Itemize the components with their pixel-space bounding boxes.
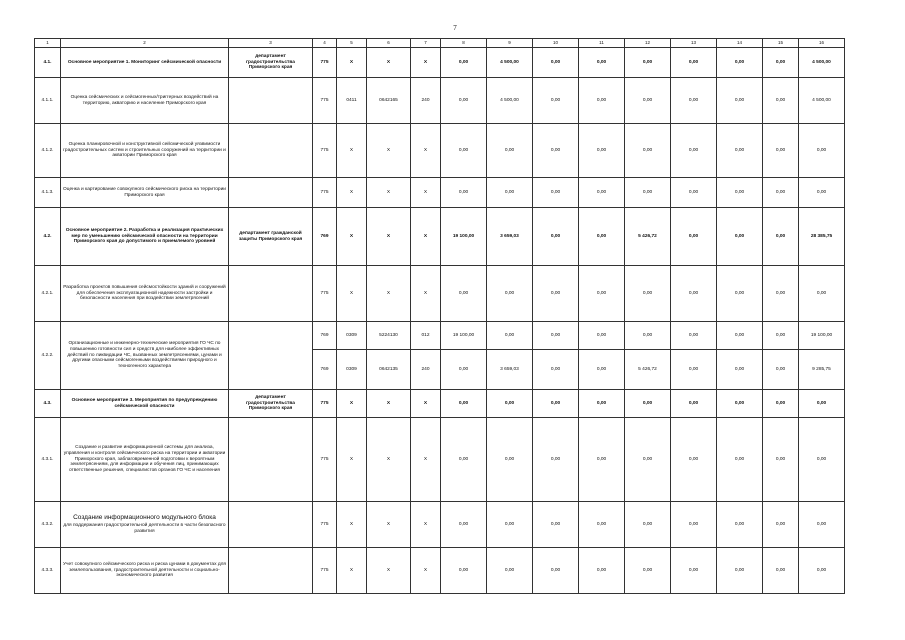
cell-c8: 0,00: [441, 78, 487, 124]
col-header: 10: [533, 39, 579, 48]
cell-c16: 0,00: [799, 502, 845, 548]
cell-c15: 0,00: [763, 48, 799, 78]
col-header: 2: [61, 39, 229, 48]
cell-c5: X: [337, 208, 367, 266]
cell-c14: 0,00: [717, 502, 763, 548]
cell-c13: 0,00: [671, 548, 717, 594]
cell-c9: 0,00: [487, 390, 533, 418]
cell-c5: X: [337, 266, 367, 322]
row-number: 4.3.3.: [35, 548, 61, 594]
cell-c9: 0,00: [487, 502, 533, 548]
cell-c15: 0,00: [763, 418, 799, 502]
cell-c4: 775: [313, 390, 337, 418]
cell-c12: 0,00: [625, 322, 671, 350]
cell-c11: 0,00: [579, 418, 625, 502]
cell-c16: 28 385,75: [799, 208, 845, 266]
row-description: Организационные и инженерно-технические мероприятия ГО ЧС по повышению готовности сил и средств для наиболее эффективных действий по ликвидации ЧС, вызванных землетрясениями, цунами и другими опасными сейсмогенными воздействиями природного и техногенного характера: [61, 322, 229, 390]
cell-c9: 4 500,00: [487, 48, 533, 78]
row-number: 4.1.2.: [35, 124, 61, 178]
cell-c8: 0,00: [441, 548, 487, 594]
cell-c13: 0,00: [671, 502, 717, 548]
cell-c15: 0,00: [763, 78, 799, 124]
cell-c9: 0,00: [487, 418, 533, 502]
table-row: [35, 78, 845, 124]
table-row: [35, 124, 845, 178]
cell-c6: X: [367, 548, 411, 594]
cell-c7: X: [411, 124, 441, 178]
cell-c15: 0,00: [763, 350, 799, 390]
row-description: Оценка планировочной и конструктивной сейсмической уязвимости градостроительных систем и строительных сооружений на территории и акватории Приморского края: [61, 124, 229, 178]
cell-c5: X: [337, 390, 367, 418]
col-header: 5: [337, 39, 367, 48]
row-description: Основное мероприятие 3. Мероприятия по предупреждению сейсмической опасности: [61, 390, 229, 418]
cell-c8: 0,00: [441, 266, 487, 322]
cell-c6: X: [367, 266, 411, 322]
cell-c13: 0,00: [671, 178, 717, 208]
row-number: 4.2.: [35, 208, 61, 266]
cell-c4: 769: [313, 322, 337, 350]
cell-c14: 0,00: [717, 208, 763, 266]
row-executor: [229, 418, 313, 502]
cell-c16: 9 285,75: [799, 350, 845, 390]
table-row: [35, 178, 845, 208]
cell-c8: 0,00: [441, 178, 487, 208]
cell-c9: 3 659,03: [487, 208, 533, 266]
cell-c9: 0,00: [487, 178, 533, 208]
cell-c16: 0,00: [799, 266, 845, 322]
cell-c10: 0,00: [533, 208, 579, 266]
cell-c9: 0,00: [487, 322, 533, 350]
cell-c16: 4 500,00: [799, 48, 845, 78]
cell-c5: X: [337, 502, 367, 548]
cell-c11: 0,00: [579, 390, 625, 418]
cell-c6: 5224130: [367, 322, 411, 350]
cell-c14: 0,00: [717, 390, 763, 418]
cell-c13: 0,00: [671, 266, 717, 322]
table-row: [35, 208, 845, 266]
row-executor: департамент градостроительства Приморского края: [229, 48, 313, 78]
cell-c5: X: [337, 48, 367, 78]
table-row: [35, 266, 845, 322]
cell-c5: X: [337, 418, 367, 502]
col-header: 15: [763, 39, 799, 48]
cell-c7: X: [411, 502, 441, 548]
row-number: 4.3.2.: [35, 502, 61, 548]
cell-c14: 0,00: [717, 124, 763, 178]
cell-c8: 0,00: [441, 390, 487, 418]
col-header: 4: [313, 39, 337, 48]
cell-c4: 775: [313, 418, 337, 502]
col-header: 14: [717, 39, 763, 48]
cell-c11: 0,00: [579, 350, 625, 390]
row-number: 4.2.2.: [35, 322, 61, 390]
cell-c14: 0,00: [717, 178, 763, 208]
row-description: Учет совокупного сейсмического риска и риска цунами в документах для землепользования, градостроительной деятельности и социально-экономического развития: [61, 548, 229, 594]
cell-c14: 0,00: [717, 322, 763, 350]
cell-c5: X: [337, 178, 367, 208]
cell-c14: 0,00: [717, 548, 763, 594]
cell-c6: 0642165: [367, 78, 411, 124]
cell-c6: X: [367, 502, 411, 548]
cell-c12: 0,00: [625, 48, 671, 78]
cell-c15: 0,00: [763, 178, 799, 208]
cell-c13: 0,00: [671, 418, 717, 502]
col-header: 3: [229, 39, 313, 48]
cell-c8: 0,00: [441, 124, 487, 178]
row-executor: [229, 502, 313, 548]
table-row: [35, 502, 845, 548]
cell-c12: 5 426,72: [625, 208, 671, 266]
cell-c7: X: [411, 418, 441, 502]
table-row: [35, 322, 845, 350]
cell-c15: 0,00: [763, 124, 799, 178]
row-executor: [229, 322, 313, 390]
cell-c14: 0,00: [717, 78, 763, 124]
table-row: [35, 418, 845, 502]
cell-c9: 4 500,00: [487, 78, 533, 124]
cell-c16: 0,00: [799, 418, 845, 502]
cell-c15: 0,00: [763, 390, 799, 418]
row-description: [61, 502, 229, 548]
row-number: 4.3.: [35, 390, 61, 418]
cell-c10: 0,00: [533, 502, 579, 548]
cell-c15: 0,00: [763, 322, 799, 350]
cell-c7: X: [411, 548, 441, 594]
cell-c10: 0,00: [533, 48, 579, 78]
cell-c8: 0,00: [441, 418, 487, 502]
cell-c14: 0,00: [717, 418, 763, 502]
cell-c8: 0,00: [441, 48, 487, 78]
cell-c9: 3 659,03: [487, 350, 533, 390]
cell-c5: X: [337, 124, 367, 178]
cell-c13: 0,00: [671, 78, 717, 124]
cell-c4: 775: [313, 48, 337, 78]
cell-c11: 0,00: [579, 124, 625, 178]
cell-c16: 0,00: [799, 178, 845, 208]
cell-c16: 0,00: [799, 124, 845, 178]
cell-c6: X: [367, 208, 411, 266]
cell-c4: 775: [313, 502, 337, 548]
cell-c7: 012: [411, 322, 441, 350]
cell-c13: 0,00: [671, 208, 717, 266]
row-description: Разработка проектов повышения сейсмостойкости зданий и сооружений для обеспечения эксплуатационной надежности застройки и безопасности населения при воздействии землетрясений: [61, 266, 229, 322]
row-executor: [229, 124, 313, 178]
cell-c10: 0,00: [533, 78, 579, 124]
row-description: Основное мероприятие 1. Мониторинг сейсмической опасности: [61, 48, 229, 78]
cell-c9: 0,00: [487, 266, 533, 322]
cell-c4: 775: [313, 78, 337, 124]
cell-c12: 0,00: [625, 390, 671, 418]
cell-c15: 0,00: [763, 266, 799, 322]
cell-c6: X: [367, 418, 411, 502]
cell-c5: 0309: [337, 322, 367, 350]
cell-c12: 0,00: [625, 178, 671, 208]
col-header: 1: [35, 39, 61, 48]
page-number: 7: [453, 24, 457, 32]
col-header: 13: [671, 39, 717, 48]
row-executor: [229, 266, 313, 322]
cell-c7: X: [411, 178, 441, 208]
cell-c15: 0,00: [763, 548, 799, 594]
cell-c16: 4 500,00: [799, 78, 845, 124]
cell-c12: 0,00: [625, 418, 671, 502]
table-row: [35, 48, 845, 78]
cell-c10: 0,00: [533, 548, 579, 594]
cell-c10: 0,00: [533, 418, 579, 502]
row-number: 4.1.1.: [35, 78, 61, 124]
cell-c7: 240: [411, 350, 441, 390]
row-executor: [229, 548, 313, 594]
row-description-heading: Создание информационного модульного блока: [73, 514, 216, 522]
cell-c12: 5 426,72: [625, 350, 671, 390]
cell-c15: 0,00: [763, 208, 799, 266]
col-header: 7: [411, 39, 441, 48]
cell-c13: 0,00: [671, 322, 717, 350]
row-executor: [229, 78, 313, 124]
col-header: 12: [625, 39, 671, 48]
row-number: 4.1.: [35, 48, 61, 78]
cell-c15: 0,00: [763, 502, 799, 548]
col-header: 9: [487, 39, 533, 48]
row-number: 4.3.1.: [35, 418, 61, 502]
cell-c14: 0,00: [717, 350, 763, 390]
cell-c9: 0,00: [487, 548, 533, 594]
cell-c4: 775: [313, 124, 337, 178]
cell-c5: 0411: [337, 78, 367, 124]
cell-c6: X: [367, 390, 411, 418]
row-description: Создание и развитие информационной системы для анализа, управления и контроля сейсмического риска на территории и акватории Приморского края, заблаговременной подготовки к вероятным землетрясениям, для информации и обучения лиц, принимающих ответственные решения, специалистов органов ГО ЧС и населения: [61, 418, 229, 502]
cell-c4: 775: [313, 548, 337, 594]
cell-c11: 0,00: [579, 48, 625, 78]
cell-c11: 0,00: [579, 208, 625, 266]
cell-c12: 0,00: [625, 124, 671, 178]
cell-c14: 0,00: [717, 48, 763, 78]
row-executor: [229, 178, 313, 208]
cell-c11: 0,00: [579, 548, 625, 594]
cell-c7: 240: [411, 78, 441, 124]
cell-c7: X: [411, 266, 441, 322]
cell-c16: 0,00: [799, 390, 845, 418]
cell-c6: 0642135: [367, 350, 411, 390]
col-header: 16: [799, 39, 845, 48]
cell-c8: 0,00: [441, 350, 487, 390]
cell-c10: 0,00: [533, 124, 579, 178]
cell-c7: X: [411, 390, 441, 418]
cell-c4: 775: [313, 266, 337, 322]
cell-c14: 0,00: [717, 266, 763, 322]
cell-c8: 19 100,00: [441, 322, 487, 350]
cell-c12: 0,00: [625, 266, 671, 322]
row-number: 4.2.1.: [35, 266, 61, 322]
cell-c5: X: [337, 548, 367, 594]
cell-c11: 0,00: [579, 322, 625, 350]
col-header: 6: [367, 39, 411, 48]
row-executor: департамент градостроительства Приморского края: [229, 390, 313, 418]
cell-c12: 0,00: [625, 502, 671, 548]
cell-c6: X: [367, 178, 411, 208]
cell-c10: 0,00: [533, 178, 579, 208]
row-executor: департамент гражданской защиты Приморского края: [229, 208, 313, 266]
cell-c8: 19 100,00: [441, 208, 487, 266]
cell-c13: 0,00: [671, 350, 717, 390]
row-description: Оценка сейсмических и сейсмогенных/триггерных воздействий на территорию, акваторию и население Приморского края: [61, 78, 229, 124]
cell-c5: 0309: [337, 350, 367, 390]
cell-c7: X: [411, 208, 441, 266]
col-header: 8: [441, 39, 487, 48]
cell-c4: 769: [313, 208, 337, 266]
cell-c16: 19 100,00: [799, 322, 845, 350]
cell-c8: 0,00: [441, 502, 487, 548]
cell-c9: 0,00: [487, 124, 533, 178]
cell-c11: 0,00: [579, 178, 625, 208]
cell-c10: 0,00: [533, 322, 579, 350]
cell-c11: 0,00: [579, 266, 625, 322]
cell-c6: X: [367, 48, 411, 78]
cell-c12: 0,00: [625, 78, 671, 124]
cell-c4: 775: [313, 178, 337, 208]
cell-c16: 0,00: [799, 548, 845, 594]
cell-c10: 0,00: [533, 390, 579, 418]
col-header: 11: [579, 39, 625, 48]
header-row: [35, 39, 845, 48]
table-row: [35, 390, 845, 418]
cell-c10: 0,00: [533, 266, 579, 322]
cell-c13: 0,00: [671, 124, 717, 178]
cell-c11: 0,00: [579, 502, 625, 548]
cell-c4: 769: [313, 350, 337, 390]
row-number: 4.1.3.: [35, 178, 61, 208]
cell-c7: X: [411, 48, 441, 78]
cell-c12: 0,00: [625, 548, 671, 594]
cell-c6: X: [367, 124, 411, 178]
row-description: Основное мероприятие 2. Разработка и реализация практических мер по уменьшению сейсмической опасности на территории Приморского края до допустимого и приемлемого уровней: [61, 208, 229, 266]
row-description: Оценка и картирование совокупного сейсмического риска на территории Приморского края: [61, 178, 229, 208]
cell-c11: 0,00: [579, 78, 625, 124]
program-table: [34, 38, 845, 594]
cell-c10: 0,00: [533, 350, 579, 390]
cell-c13: 0,00: [671, 390, 717, 418]
table-row: [35, 548, 845, 594]
cell-c13: 0,00: [671, 48, 717, 78]
row-description-text: для поддержания градостроительной деятельности в части безопасного развития: [63, 522, 226, 534]
